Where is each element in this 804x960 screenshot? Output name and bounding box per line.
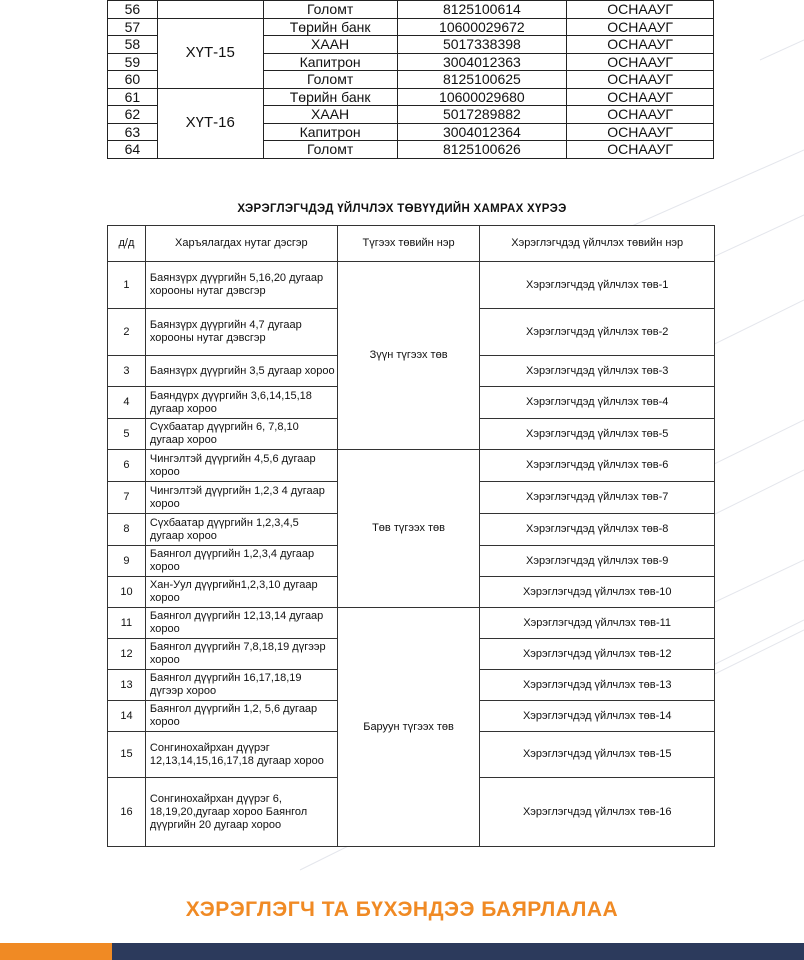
jurisdiction-area: Баянгол дүүргийн 12,13,14 дугаар хороо [145,608,337,639]
bank-name: Голомт [263,141,397,159]
bank-name: Төрийн банк [263,18,397,36]
header-no: д/д [108,226,146,262]
row-number: 62 [108,106,158,124]
row-number: 61 [108,88,158,106]
group-label: ХҮТ-16 [157,88,263,158]
bank-name: Төрийн банк [263,88,397,106]
distribution-hub: Зүүн түгээх төв [337,262,480,450]
bank-name: ХААН [263,106,397,124]
service-center: Хэрэглэгчдэд үйлчлэх төв-15 [480,732,715,778]
jurisdiction-area: Сүхбаатар дүүргийн 6, 7,8,10 дугаар хороо [145,419,337,450]
jurisdiction-area: Чингэлтэй дүүргийн 4,5,6 дугаар хороо [145,450,337,482]
table-row [108,88,714,106]
bank-name: Капитрон [263,53,397,71]
service-center: Хэрэглэгчдэд үйлчлэх төв-13 [480,670,715,701]
service-center: Хэрэглэгчдэд үйлчлэх төв-8 [480,514,715,546]
table-row [108,18,714,36]
account-holder: ОСНААУГ [567,141,714,159]
account-number: 10600029680 [397,88,567,106]
jurisdiction-area: Баянгол дүүргийн 1,2, 5,6 дугаар хороо [145,701,337,732]
row-number: 60 [108,71,158,89]
jurisdiction-area: Баянгол дүүргийн 1,2,3,4 дугаар хороо [145,546,337,577]
jurisdiction-area: Баянгол дүүргийн 7,8,18,19 дүгээр хороо [145,639,337,670]
account-holder: ОСНААУГ [567,88,714,106]
jurisdiction-area: Баяндүрх дүүргийн 3,6,14,15,18 дугаар хороо [145,387,337,419]
bank-name: Голомт [263,71,397,89]
service-center: Хэрэглэгчдэд үйлчлэх төв-12 [480,639,715,670]
row-number: 63 [108,123,158,141]
table-header-row [108,226,715,262]
accounts-table [107,0,714,159]
row-number: 15 [108,732,146,778]
service-center: Хэрэглэгчдэд үйлчлэх төв-1 [480,262,715,309]
account-number: 8125100625 [397,71,567,89]
table-row [108,1,714,19]
row-number: 10 [108,577,146,608]
jurisdiction-area: Баянзүрх дүүргийн 3,5 дугаар хороо [145,356,337,387]
service-center: Хэрэглэгчдэд үйлчлэх төв-14 [480,701,715,732]
row-number: 64 [108,141,158,159]
account-number: 3004012363 [397,53,567,71]
jurisdiction-area: Чингэлтэй дүүргийн 1,2,3 4 дугаар хороо [145,482,337,514]
bottom-bar [0,943,804,960]
row-number: 14 [108,701,146,732]
row-number: 16 [108,778,146,847]
service-center: Хэрэглэгчдэд үйлчлэх төв-2 [480,309,715,356]
service-centers-table [107,225,715,847]
bank-name: Капитрон [263,123,397,141]
account-holder: ОСНААУГ [567,123,714,141]
row-number: 3 [108,356,146,387]
account-number: 5017338398 [397,36,567,54]
jurisdiction-area: Баянгол дүүргийн 16,17,18,19 дүгээр хороо [145,670,337,701]
bottom-bar-navy [112,943,804,960]
table-row [108,608,715,639]
table-row [108,262,715,309]
section-title: ХЭРЭГЛЭГЧДЭД ҮЙЛЧЛЭХ ТӨВҮҮДИЙН ХАМРАХ ХҮРЭЭ [237,203,567,215]
account-number: 10600029672 [397,18,567,36]
row-number: 9 [108,546,146,577]
service-center: Хэрэглэгчдэд үйлчлэх төв-6 [480,450,715,482]
row-number: 13 [108,670,146,701]
row-number: 2 [108,309,146,356]
group-cell-empty [157,1,263,19]
group-label: ХҮТ-15 [157,18,263,88]
jurisdiction-area: Баянзүрх дүүргийн 4,7 дугаар хорооны нутаг дэвсгэр [145,309,337,356]
account-holder: ОСНААУГ [567,53,714,71]
row-number: 57 [108,18,158,36]
account-number: 3004012364 [397,123,567,141]
service-center: Хэрэглэгчдэд үйлчлэх төв-3 [480,356,715,387]
service-center: Хэрэглэгчдэд үйлчлэх төв-4 [480,387,715,419]
account-number: 5017289882 [397,106,567,124]
account-holder: ОСНААУГ [567,18,714,36]
distribution-hub: Төв түгээх төв [337,450,480,608]
service-center: Хэрэглэгчдэд үйлчлэх төв-7 [480,482,715,514]
header-area: Харъялагдах нутаг дэсгэр [145,226,337,262]
bank-name: ХААН [263,36,397,54]
account-number: 8125100626 [397,141,567,159]
row-number: 1 [108,262,146,309]
row-number: 8 [108,514,146,546]
service-center: Хэрэглэгчдэд үйлчлэх төв-10 [480,577,715,608]
jurisdiction-area: Хан-Уул дүүргийн1,2,3,10 дугаар хороо [145,577,337,608]
account-holder: ОСНААУГ [567,1,714,19]
distribution-hub: Баруун түгээх төв [337,608,480,847]
jurisdiction-area: Сүхбаатар дүүргийн 1,2,3,4,5 дугаар хороо [145,514,337,546]
thank-you-banner: ХЭРЭГЛЭГЧ ТА БҮХЭНДЭЭ БАЯРЛАЛАА [185,898,619,921]
bottom-bar-accent [0,943,112,960]
account-number: 8125100614 [397,1,567,19]
row-number: 12 [108,639,146,670]
row-number: 56 [108,1,158,19]
jurisdiction-area: Сонгинохайрхан дүүрэг 6, 18,19,20,дугаар хороо Баянгол дүүргийн 20 дугаар хороо [145,778,337,847]
jurisdiction-area: Баянзүрх дүүргийн 5,16,20 дугаар хорооны нутаг дэвсгэр [145,262,337,309]
service-center: Хэрэглэгчдэд үйлчлэх төв-5 [480,419,715,450]
row-number: 11 [108,608,146,639]
row-number: 59 [108,53,158,71]
service-center: Хэрэглэгчдэд үйлчлэх төв-16 [480,778,715,847]
jurisdiction-area: Сонгинохайрхан дүүрэг 12,13,14,15,16,17,18 дугаар хороо [145,732,337,778]
table-row [108,450,715,482]
row-number: 4 [108,387,146,419]
account-holder: ОСНААУГ [567,71,714,89]
header-center: Хэрэглэгчдэд үйлчлэх төвийн нэр [480,226,715,262]
bank-name: Голомт [263,1,397,19]
account-holder: ОСНААУГ [567,106,714,124]
row-number: 7 [108,482,146,514]
row-number: 58 [108,36,158,54]
service-center: Хэрэглэгчдэд үйлчлэх төв-11 [480,608,715,639]
service-center: Хэрэглэгчдэд үйлчлэх төв-9 [480,546,715,577]
header-hub: Түгээх төвийн нэр [337,226,480,262]
account-holder: ОСНААУГ [567,36,714,54]
row-number: 5 [108,419,146,450]
row-number: 6 [108,450,146,482]
